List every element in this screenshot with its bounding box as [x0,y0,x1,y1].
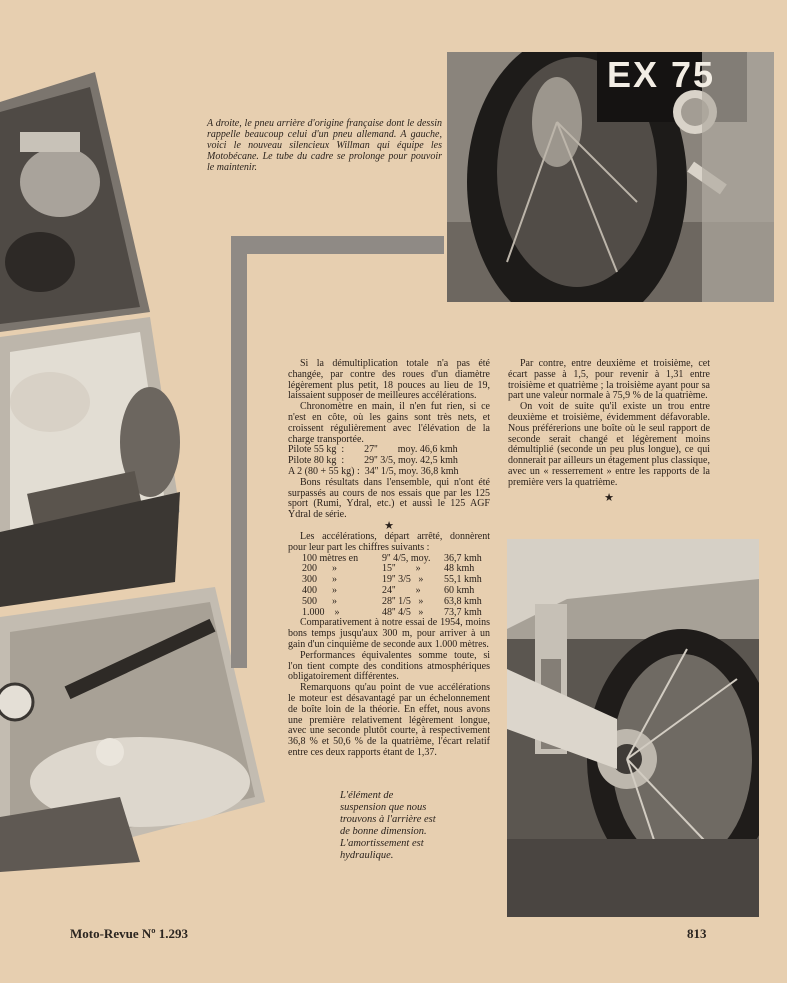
rear-tire-photo [447,52,774,302]
paragraph: Les accélérations, départ arrêté, donnèrent pour leur part les chiffres suivants : [288,530,490,553]
footer-page-number: 813 [687,926,707,941]
speed-row: Pilote 55 kg : 27'' moy. 46,6 kmh [288,444,458,456]
photo-caption-bottom: L'élément de suspension que nous trouvons à l'arrière est de bonne dimension. L'amortissement est hydraulique. [340,790,436,861]
table-row: 300 » 19'' 3/5 » 55,1 kmh [302,574,482,586]
paragraph: Performances équivalentes somme toute, si l'on tient compte des conditions atmosphériques obligatoirement différentes. [288,649,490,683]
photo-caption-top: A droite, le pneu arrière d'origine française dont le dessin rappelle beaucoup celui d'un pneu allemand. A gauche, voici le nouveau silencieux Willman qui équipe les Motobécane. Le tube du cadre se prolonge pour pouvoir le maintenir. [207,118,442,173]
table-row: 400 » 24'' » 60 kmh [302,584,475,596]
paragraph: Bons résultats dans l'ensemble, qui n'ont été surpassés au cours de nos essais que par les 125 sport (Rumi, Ydral, etc.) et aussi le 125 AGF Ydral de série. [288,476,490,521]
paragraph: Par contre, entre deuxième et troisième, cet écart passe à 1,5, pour revenir à 1,31 entre troisième et quatrième ; la troisième ayant pour sa part une valeur normale à 75,9 % de la quatrième. [508,358,710,402]
left-photo-collage [0,62,270,877]
footer-magazine-issue: Moto-Revue Nº 1.293 [70,926,189,941]
table-row: 500 » 28'' 1/5 » 63,8 kmh [302,595,482,607]
article-column-1 [288,359,490,759]
frame-rule-left [231,236,247,668]
frame-rule-top [231,236,444,254]
license-plate: EX 75 [607,54,716,95]
suspension-photo [507,539,759,917]
article-column-2 [508,359,710,504]
star-separator: ★ [604,491,614,504]
table-row: 1.000 » 48'' 4/5 » 73,7 kmh [302,606,482,618]
paragraph: Si la démultiplication totale n'a pas été changée, par contre des roues d'un diamètre légèrement plus petit, 18 pouces au lieu de 19, laissaient supposer de meilleures accélérations. [288,358,490,402]
table-row: 100 mètres en 9'' 4/5, moy. 36,7 kmh [302,552,482,564]
star-separator: ★ [384,519,394,532]
paragraph: On voit de suite qu'il existe un trou entre deuxième et troisième, évidemment défavorable. Nous préférerions une boîte où le seul rapport de seconde serait changé et légèrement moins démultiplié (seconde un peu plus longue), ce qui donnerait par ailleurs un étagement plus classique, avec un « resserrement » entre les rapports de la première vers la quatrième. [508,401,710,488]
speed-row: A 2 (80 + 55 kg) : 34'' 1/5, moy. 36,8 kmh [288,465,459,477]
paragraph: Comparativement à notre essai de 1954, moins bons temps jusqu'aux 300 m, pour arriver à un gain d'un cinquième de seconde aux 1.000 mètres. [288,617,490,650]
acceleration-table [288,554,490,619]
table-row: 200 » 15'' » 48 kmh [302,563,475,575]
paragraph: Remarquons qu'au point de vue accélérations le moteur est désavantagé par un échelonnement de boîte loin de la théorie. En effet, nous avons une première relativement légèrement longue, avec une seconde plutôt courte, à respectivement 36,8 % et 50,6 % de la quatrième, l'écart relatif entre ces deux rapports étant de 1,37. [288,682,490,758]
speed-row: Pilote 80 kg : 29'' 3/5, moy. 42,5 kmh [288,455,458,467]
paragraph: Chronomètre en main, il n'en fut rien, si ce n'est en côte, où les gains sont très nets, et croissent régulièrement avec l'élévation de la charge transportée. [288,401,490,445]
